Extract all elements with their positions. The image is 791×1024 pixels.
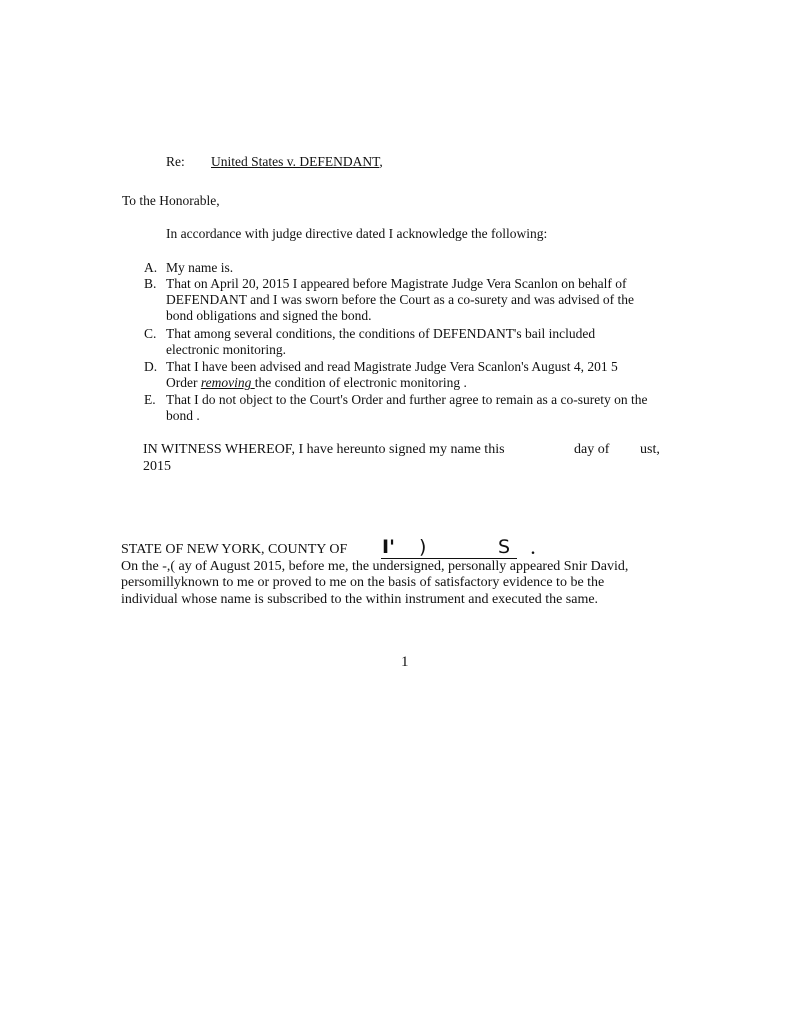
county-handwriting-3: S <box>498 536 511 558</box>
order-suffix: the condition of electronic monitoring . <box>254 375 467 391</box>
county-handwritten-field <box>381 536 517 559</box>
re-label: Re: <box>166 154 185 169</box>
list-line: That on April 20, 2015 I appeared before Magistrate Judge Vera Scanlon on behalf of <box>166 276 627 291</box>
witness-line-part3: ust, <box>640 442 660 457</box>
intro-paragraph: In accordance with judge directive dated I acknowledge the following: <box>166 226 548 241</box>
order-emphasis: removing <box>200 375 255 391</box>
list-line: That among several conditions, the conditions of DEFENDANT's bail included <box>166 326 596 341</box>
county-handwriting-1: I' <box>382 536 395 558</box>
page-number: 1 <box>401 654 409 670</box>
list-line-order <box>166 375 618 391</box>
case-name: United States v. DEFENDANT <box>211 154 380 169</box>
re-case-title <box>211 154 383 170</box>
list-line: DEFENDANT and I was sworn before the Court as a co-surety and was advised of the <box>166 292 635 308</box>
list-line: bond obligations and signed the bond. <box>166 308 372 324</box>
witness-line-part2: day of <box>574 442 610 457</box>
notary-line-3: individual whose name is subscribed to the within instrument and executed the same. <box>121 592 599 607</box>
notary-line-1: On the -,( ay of August 2015, before me, the undersigned, personally appeared Snir David, <box>121 559 629 574</box>
case-comma: , <box>379 154 383 169</box>
list-letter: A. <box>144 260 158 275</box>
witness-year: 2015 <box>143 459 171 474</box>
list-line: My name is. <box>166 260 234 275</box>
list-line: That I have been advised and read Magistrate Judge Vera Scanlon's August 4, 201 5 <box>166 359 618 374</box>
notary-state-line: STATE OF NEW YORK, COUNTY OF <box>121 542 348 557</box>
salutation: To the Honorable, <box>122 193 220 208</box>
witness-line-part1: IN WITNESS WHEREOF, I have hereunto signed my name this <box>143 442 505 457</box>
county-period: . <box>531 541 535 558</box>
list-letter: C. <box>144 326 157 341</box>
list-letter: B. <box>144 276 157 291</box>
county-handwriting-2: ) <box>419 536 427 558</box>
order-prefix: Order <box>166 375 201 391</box>
list-letter: D. <box>144 359 158 374</box>
list-line: electronic monitoring. <box>166 342 286 358</box>
list-letter: E. <box>144 392 156 407</box>
notary-line-2: persomillyknown to me or proved to me on the basis of satisfactory evidence to be the <box>121 575 605 590</box>
list-line: bond . <box>166 408 200 424</box>
list-line: That I do not object to the Court's Order and further agree to remain as a co-surety on the <box>166 392 648 407</box>
